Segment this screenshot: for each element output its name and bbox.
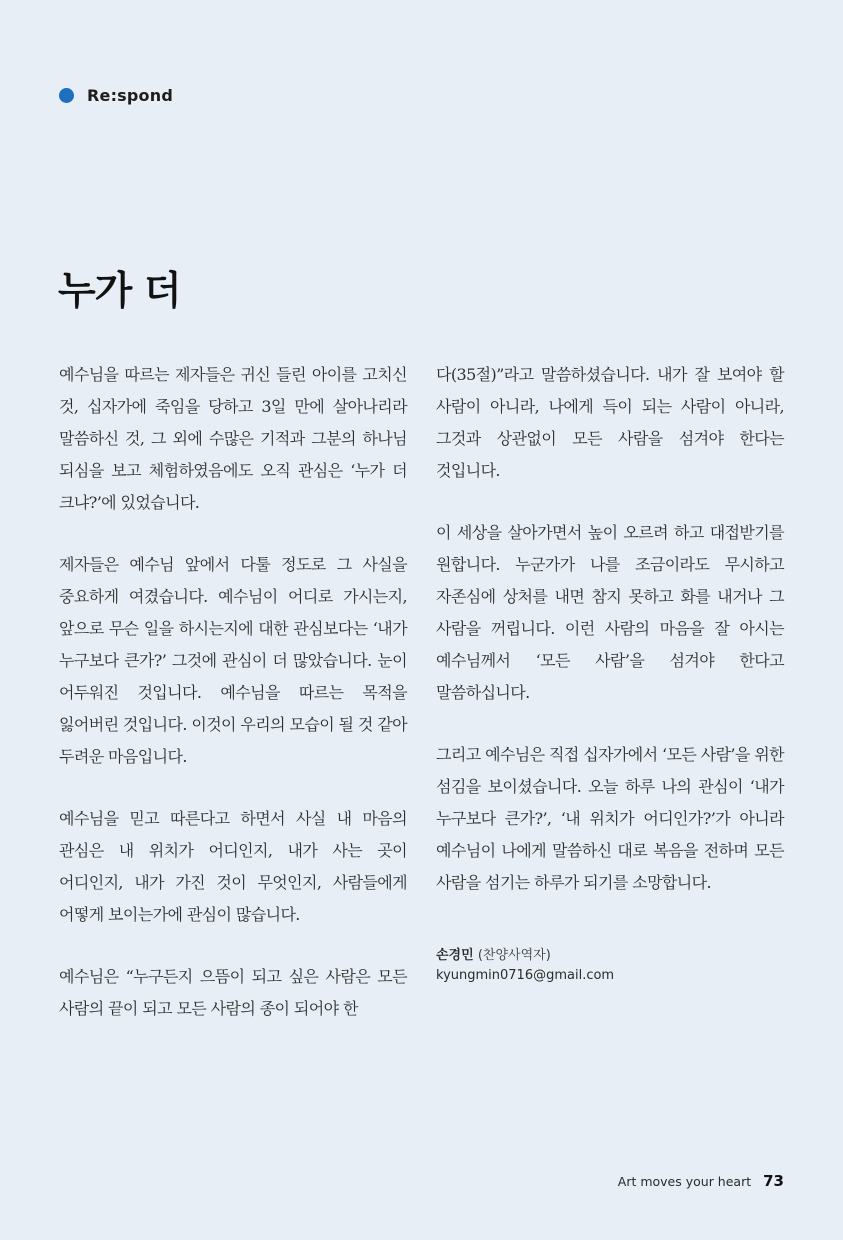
- footer-tagline: Art moves your heart: [617, 1174, 752, 1189]
- page-footer: [618, 1172, 784, 1190]
- author-role: (찬양사역자): [477, 948, 551, 963]
- article-title: 누가 더: [58, 269, 181, 314]
- author-name: 손경민: [436, 948, 474, 963]
- body-paragraph: 제자들은 예수님 앞에서 다툴 정도로 그 사실을 중요하게 여겼습니다. 예수님이 어디로 가시는지, 앞으로 무슨 일을 하시는지에 대한 관심보다는 ‘내가 누구보다 큰가?’ 그것에 관심이 더 많았습니다. 눈이 어두워진 것입니다. 예수님을 따르는 목적을 잃어버린 것입니다. 이것이 우리의 모습이 될 것 같아 두려운 마음입니다.: [59, 555, 407, 766]
- author-credit: [436, 946, 614, 986]
- body-paragraph: 이 세상을 살아가면서 높이 오르려 하고 대접받기를 원합니다. 누군가가 나를 조금이라도 무시하고 자존심에 상처를 내면 참지 못하고 화를 내거나 그 사람을 꺼립니다. 이런 사람의 마음을 잘 아시는 예수님께서 ‘모든 사람’을 섬겨야 한다고 말씀하십니다.: [436, 523, 784, 702]
- author-email: kyungmin0716@gmail.com: [436, 968, 615, 983]
- body-paragraph: 그리고 예수님은 직접 십자가에서 ‘모든 사람’을 위한 섬김을 보이셨습니다. 오늘 하루 나의 관심이 ‘내가 누구보다 큰가?’, ‘내 위치가 어디인가?’가 아니라 예수님이 나에게 말씀하신 대로 복음을 전하며 모든 사람을 섬기는 하루가 되기를 소망합니다.: [436, 745, 784, 892]
- section-label: Re:spond: [87, 86, 173, 105]
- left-column: [59, 359, 407, 1055]
- right-column: [436, 359, 784, 929]
- page-number: 73: [763, 1172, 784, 1190]
- section-header: [59, 86, 173, 105]
- body-paragraph: 예수님은 “누구든지 으뜸이 되고 싶은 사람은 모든 사람의 끝이 되고 모든 사람의 종이 되어야 한: [59, 967, 407, 1018]
- body-paragraph: 예수님을 따르는 제자들은 귀신 들린 아이를 고치신 것, 십자가에 죽임을 당하고 3일 만에 살아나리라 말씀하신 것, 그 외에 수많은 기적과 그분의 하나님 되심을 보고 체험하였음에도 오직 관심은 ‘누가 더 크냐?’에 있었습니다.: [59, 365, 407, 512]
- section-bullet-icon: [59, 88, 74, 103]
- body-paragraph: 예수님을 믿고 따른다고 하면서 사실 내 마음의 관심은 내 위치가 어디인지, 내가 사는 곳이 어디인지, 내가 가진 것이 무엇인지, 사람들에게 어떻게 보이는가에 관심이 많습니다.: [59, 809, 407, 924]
- body-paragraph: 다(35절)”라고 말씀하셨습니다. 내가 잘 보여야 할 사람이 아니라, 나에게 득이 되는 사람이 아니라, 그것과 상관없이 모든 사람을 섬겨야 한다는 것입니다.: [436, 365, 784, 480]
